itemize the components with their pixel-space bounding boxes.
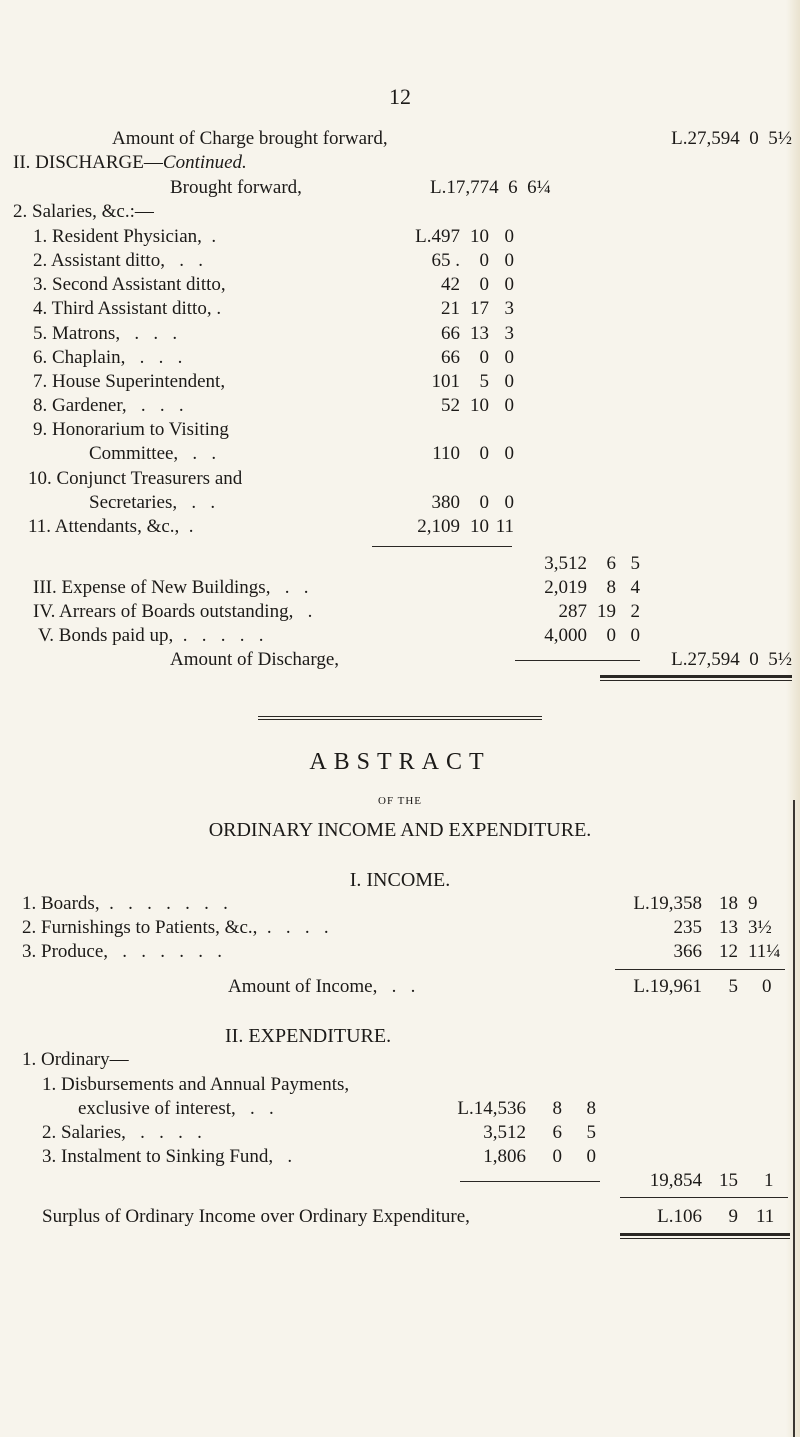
salary-label: 10. Conjunct Treasurers and xyxy=(28,468,243,489)
salaries-total-pounds: 3,512 xyxy=(544,553,587,574)
salary-shillings: 10 xyxy=(470,516,489,537)
salary-label: 5. Matrons, . . . xyxy=(33,323,178,344)
salary-label-continued: Secretaries, . . xyxy=(89,492,216,513)
surplus-sum-rule xyxy=(620,1197,788,1198)
salaries-total-shillings: 6 xyxy=(606,553,616,574)
income-heading: I. INCOME. xyxy=(349,869,451,891)
discharge-item-shillings: 8 xyxy=(606,577,616,598)
double-rule-top xyxy=(600,675,792,678)
salary-pence: 0 xyxy=(504,443,514,464)
expenditure-total-shillings: 15 xyxy=(719,1170,738,1191)
expenditure-item-shillings: 6 xyxy=(552,1122,562,1143)
salary-pence: 0 xyxy=(504,492,514,513)
discharge-item-pence: 0 xyxy=(630,625,640,646)
discharge-item-shillings: 0 xyxy=(606,625,616,646)
income-item-pence: 3½ xyxy=(748,917,772,938)
expenditure-item-pounds: 1,806 xyxy=(483,1146,526,1167)
salary-pounds: 2,109 xyxy=(417,516,460,537)
brought-forward-label: Brought forward, xyxy=(170,177,302,198)
income-item-pence: 9 xyxy=(748,893,758,914)
final-double-rule-bottom xyxy=(620,1238,790,1239)
expenditure-item-shillings: 0 xyxy=(552,1146,562,1167)
discharge-title xyxy=(13,152,247,174)
charge-brought-forward-label: Amount of Charge brought forward, xyxy=(112,128,388,149)
salary-label: 6. Chaplain, . . . xyxy=(33,347,183,368)
amount-of-discharge-label: Amount of Discharge, xyxy=(170,649,340,670)
expenditure-item-label: 1. Disbursements and Annual Payments, xyxy=(42,1074,350,1095)
salary-pounds: 101 xyxy=(431,371,460,392)
salary-pounds: 110 xyxy=(432,443,460,464)
salary-shillings: 13 xyxy=(470,323,489,344)
salary-shillings: 5 xyxy=(479,371,489,392)
income-sum-rule xyxy=(615,969,785,970)
double-rule-bottom xyxy=(600,680,792,681)
income-item-label: 2. Furnishings to Patients, &c., . . . . xyxy=(22,917,329,938)
income-item-label: 1. Boards, . . . . . . . xyxy=(22,893,228,914)
salary-pounds: 66 xyxy=(441,347,460,368)
salary-shillings: 0 xyxy=(479,443,489,464)
income-item-pence: 11¼ xyxy=(748,941,781,962)
salaries-sum-rule xyxy=(372,546,512,547)
expenditure-item-pence: 0 xyxy=(586,1146,596,1167)
section-divider-2 xyxy=(258,719,542,720)
discharge-item-pence: 2 xyxy=(630,601,640,622)
salary-label-continued: Committee, . . xyxy=(89,443,217,464)
discharge-item-shillings: 19 xyxy=(597,601,616,622)
expenditure-total-pounds: 19,854 xyxy=(649,1170,702,1191)
expenditure-item-shillings: 8 xyxy=(552,1098,562,1119)
salary-shillings: 0 xyxy=(479,347,489,368)
salary-shillings: 10 xyxy=(470,226,489,247)
surplus-pounds: L.106 xyxy=(657,1206,702,1227)
discharge-item-label: IV. Arrears of Boards outstanding, . xyxy=(33,601,313,622)
salary-label: 9. Honorarium to Visiting xyxy=(33,419,229,440)
final-double-rule-top xyxy=(620,1233,790,1236)
salary-pounds: 42 xyxy=(441,274,460,295)
section-divider-1 xyxy=(258,716,542,717)
salary-pounds: 52 xyxy=(441,395,460,416)
salary-shillings: 10 xyxy=(470,395,489,416)
salaries-heading: 2. Salaries, &c.:— xyxy=(13,201,154,222)
salary-pounds: 65 . xyxy=(431,250,460,271)
amount-of-discharge-amount: L.27,594 0 5½ xyxy=(671,649,792,670)
income-item-label: 3. Produce, . . . . . . xyxy=(22,941,223,962)
expenditure-item-pence: 8 xyxy=(586,1098,596,1119)
salary-pounds: L.497 xyxy=(415,226,460,247)
expenditure-item-pence: 5 xyxy=(586,1122,596,1143)
expenditure-item-label: 3. Instalment to Sinking Fund, . xyxy=(42,1146,293,1167)
margin-line xyxy=(793,800,795,1437)
salary-pounds: 380 xyxy=(431,492,460,513)
discharge-item-pounds: 4,000 xyxy=(544,625,587,646)
income-item-pounds: 235 xyxy=(673,917,702,938)
salary-label: 8. Gardener, . . . xyxy=(33,395,184,416)
salary-pence: 0 xyxy=(504,274,514,295)
discharge-continued: Continued. xyxy=(162,152,247,173)
expenditure-item-pounds: 3,512 xyxy=(483,1122,526,1143)
discharge-item-pounds: 287 xyxy=(558,601,587,622)
salary-label: 4. Third Assistant ditto, . xyxy=(33,298,222,319)
page-number: 12 xyxy=(389,84,411,109)
salary-label: 11. Attendants, &c., . xyxy=(28,516,194,537)
brought-forward-amount: L.17,774 6 6¼ xyxy=(430,177,551,198)
expenditure-heading: II. EXPENDITURE. xyxy=(225,1025,392,1047)
surplus-label: Surplus of Ordinary Income over Ordinary Expenditure, xyxy=(42,1206,470,1227)
salary-shillings: 0 xyxy=(479,274,489,295)
surplus-pence: 11 xyxy=(756,1206,775,1227)
income-total-pounds: L.19,961 xyxy=(633,976,702,997)
expenditure-total-pence: 1 xyxy=(764,1170,774,1191)
income-total-shillings: 5 xyxy=(728,976,738,997)
salary-label: 2. Assistant ditto, . . xyxy=(33,250,203,271)
salary-shillings: 0 xyxy=(479,492,489,513)
income-total-label: Amount of Income, . . xyxy=(228,976,416,997)
charge-brought-forward-amount: L.27,594 0 5½ xyxy=(671,128,792,149)
abstract-title: ABSTRACT xyxy=(309,749,491,775)
salaries-total-pence: 5 xyxy=(630,553,640,574)
salary-label: 1. Resident Physician, . xyxy=(33,226,217,247)
salary-shillings: 0 xyxy=(479,250,489,271)
discharge-item-pence: 4 xyxy=(630,577,640,598)
salary-pence: 0 xyxy=(504,226,514,247)
salary-pence: 3 xyxy=(504,323,514,344)
ordinary-heading: 1. Ordinary— xyxy=(22,1049,129,1070)
income-item-pounds: 366 xyxy=(673,941,702,962)
salary-pence: 0 xyxy=(504,371,514,392)
salary-pence: 0 xyxy=(504,250,514,271)
salary-pence: 11 xyxy=(495,516,514,537)
expenditure-sum-rule xyxy=(460,1181,600,1182)
income-item-shillings: 12 xyxy=(719,941,738,962)
salary-label: 7. House Superintendent, xyxy=(33,371,226,392)
expenditure-item-pounds: L.14,536 xyxy=(457,1098,526,1119)
discharge-item-label: V. Bonds paid up, . . . . . xyxy=(38,625,264,646)
expenditure-item-label: 2. Salaries, . . . . xyxy=(42,1122,202,1143)
salary-label: 3. Second Assistant ditto, xyxy=(33,274,226,295)
expenditure-item-label-continued: exclusive of interest, . . xyxy=(78,1098,274,1119)
income-item-pounds: L.19,358 xyxy=(633,893,702,914)
abstract-subtitle: ORDINARY INCOME AND EXPENDITURE. xyxy=(208,819,592,841)
salary-pounds: 66 xyxy=(441,323,460,344)
salary-pounds: 21 xyxy=(441,298,460,319)
salary-pence: 0 xyxy=(504,347,514,368)
salary-shillings: 17 xyxy=(470,298,489,319)
abstract-of-the: OF THE xyxy=(378,795,422,807)
income-total-pence: 0 xyxy=(762,976,772,997)
salary-pence: 3 xyxy=(504,298,514,319)
discharge-item-label: III. Expense of New Buildings, . . xyxy=(33,577,309,598)
income-item-shillings: 13 xyxy=(719,917,738,938)
surplus-shillings: 9 xyxy=(728,1206,738,1227)
discharge-title-text: II. DISCHARGE— xyxy=(13,152,163,173)
discharge-item-pounds: 2,019 xyxy=(544,577,587,598)
income-item-shillings: 18 xyxy=(719,893,738,914)
salary-pence: 0 xyxy=(504,395,514,416)
